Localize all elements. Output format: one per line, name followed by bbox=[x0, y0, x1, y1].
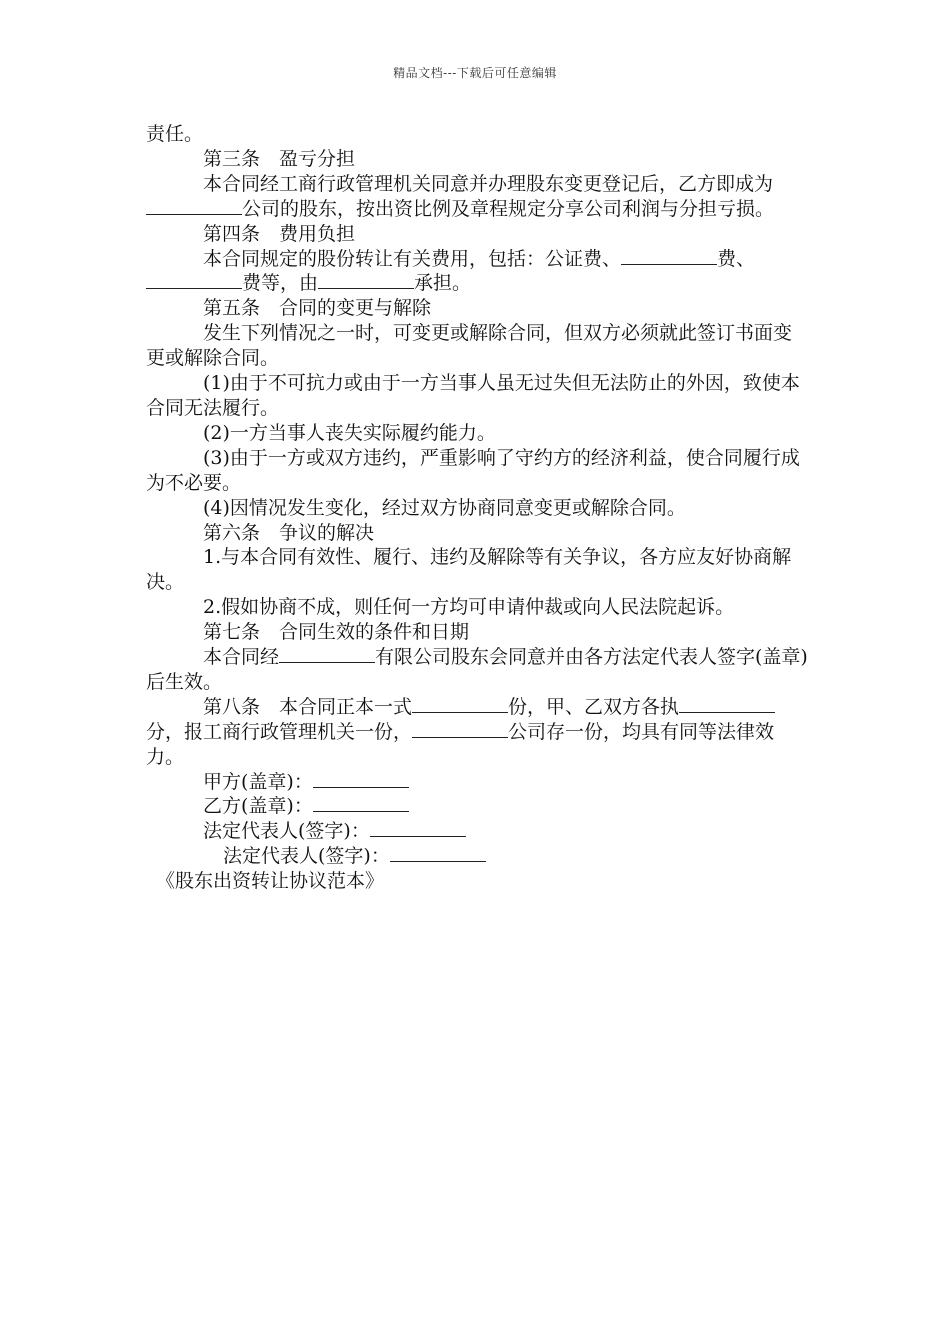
article-3-title: 第三条 盈亏分担 bbox=[203, 147, 356, 170]
signature-blank bbox=[370, 819, 466, 837]
paragraph: 责任。 bbox=[146, 123, 204, 145]
blank-field bbox=[146, 197, 242, 215]
article-3-text: 本合同经工商行政管理机关同意并办理股东变更登记后，乙方即成为公司的股东，按出资比例及章程规定分享公司利润与分担亏损。 bbox=[146, 172, 808, 222]
blank-field bbox=[621, 247, 717, 265]
document-title: 《股东出资转让协议范本》 bbox=[156, 870, 385, 893]
signature-representative-a: 法定代表人(签字)： bbox=[146, 819, 808, 844]
signature-blank bbox=[390, 844, 486, 862]
signature-representative-b: 法定代表人(签字)： bbox=[146, 844, 808, 869]
blank-field bbox=[146, 271, 242, 289]
article-5-item-3: (3)由于一方或双方违约，严重影响了守约方的经济利益，使合同履行成为不必要。 bbox=[146, 446, 800, 494]
blank-field bbox=[412, 720, 508, 738]
signature-party-b: 乙方(盖章)： bbox=[146, 794, 808, 819]
article-6-title: 第六条 争议的解决 bbox=[203, 521, 375, 544]
blank-field bbox=[679, 695, 775, 713]
article-4-title: 第四条 费用负担 bbox=[203, 222, 356, 245]
page-header: 精品文档---下载后可任意编辑 bbox=[393, 66, 557, 80]
article-6-item-2: 2.假如协商不成，则任何一方均可申请仲裁或向人民法院起诉。 bbox=[203, 596, 735, 619]
blank-field bbox=[318, 271, 414, 289]
article-4-text: 本合同规定的股份转让有关费用，包括：公证费、 费、费等，由 承担。 bbox=[146, 247, 808, 297]
article-6-item-1: 1.与本合同有效性、履行、违约及解除等有关争议，各方应友好协商解决。 bbox=[146, 546, 792, 594]
article-7-title: 第七条 合同生效的条件和日期 bbox=[203, 621, 470, 644]
article-5-item-1: (1)由于不可抗力或由于一方当事人虽无过失但无法防止的外因，致使本合同无法履行。 bbox=[146, 372, 800, 419]
document-body bbox=[146, 122, 808, 894]
signature-blank bbox=[313, 794, 409, 812]
article-8-text: 第八条 本合同正本一式 份，甲、乙双方各执分，报工商行政管理机关一份， 公司存一份，均具有同等法律效力。 bbox=[146, 695, 775, 768]
article-5-title: 第五条 合同的变更与解除 bbox=[203, 297, 432, 320]
article-5-intro: 发生下列情况之一时，可变更或解除合同，但双方必须就此签订书面变更或解除合同。 bbox=[146, 322, 793, 370]
signature-blank bbox=[313, 770, 409, 788]
signature-party-a: 甲方(盖章)： bbox=[146, 770, 808, 795]
article-5-item-2: (2)一方当事人丧失实际履约能力。 bbox=[203, 421, 496, 444]
blank-field bbox=[279, 645, 375, 663]
article-7-text: 本合同经 有限公司股东会同意并由各方法定代表人签字(盖章)后生效。 bbox=[146, 646, 808, 693]
article-5-item-4: (4)因情况发生变化，经过双方协商同意变更或解除合同。 bbox=[203, 496, 686, 519]
blank-field bbox=[412, 695, 508, 713]
